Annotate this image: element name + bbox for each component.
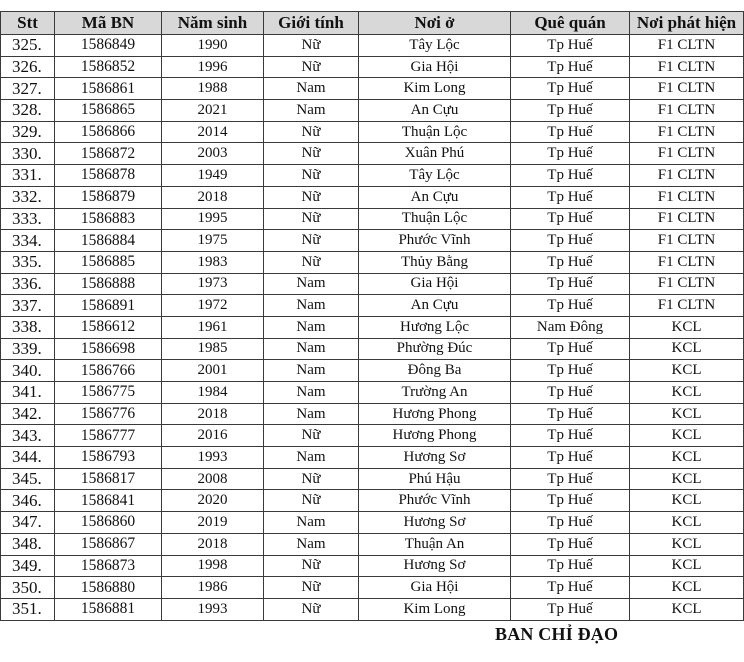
cell-stt: 325. <box>1 35 55 57</box>
cell-birth-year: 2020 <box>162 490 264 512</box>
cell-gender: Nam <box>264 403 359 425</box>
cell-birth-year: 1993 <box>162 447 264 469</box>
cell-hometown: Tp Huế <box>511 165 630 187</box>
cell-stt: 343. <box>1 425 55 447</box>
cell-birth-year: 2021 <box>162 100 264 122</box>
cell-hometown: Tp Huế <box>511 382 630 404</box>
cell-birth-year: 2008 <box>162 468 264 490</box>
table-row <box>1 425 744 447</box>
cell-residence: Gia Hội <box>359 577 511 599</box>
cell-hometown: Tp Huế <box>511 143 630 165</box>
table-row <box>1 316 744 338</box>
cell-patient-code: 1586860 <box>55 512 162 534</box>
cell-gender: Nữ <box>264 468 359 490</box>
cell-gender: Nữ <box>264 35 359 57</box>
cell-hometown: Tp Huế <box>511 208 630 230</box>
cell-birth-year: 1984 <box>162 382 264 404</box>
cell-residence: Kim Long <box>359 78 511 100</box>
table-row <box>1 533 744 555</box>
cell-residence: Gia Hội <box>359 273 511 295</box>
table-row <box>1 100 744 122</box>
table-row <box>1 338 744 360</box>
table-row <box>1 512 744 534</box>
cell-stt: 350. <box>1 577 55 599</box>
cell-residence: Hương Sơ <box>359 555 511 577</box>
cell-residence: Thuận Lộc <box>359 208 511 230</box>
cell-stt: 341. <box>1 382 55 404</box>
cell-patient-code: 1586880 <box>55 577 162 599</box>
cell-gender: Nữ <box>264 577 359 599</box>
cell-patient-code: 1586766 <box>55 360 162 382</box>
cell-detection-place: F1 CLTN <box>630 121 744 143</box>
cell-residence: Hương Sơ <box>359 447 511 469</box>
cell-birth-year: 1985 <box>162 338 264 360</box>
cell-gender: Nam <box>264 512 359 534</box>
cell-residence: Hương Phong <box>359 425 511 447</box>
header-residence: Nơi ở <box>359 12 511 35</box>
cell-detection-place: F1 CLTN <box>630 35 744 57</box>
cell-birth-year: 1975 <box>162 230 264 252</box>
cell-patient-code: 1586884 <box>55 230 162 252</box>
cell-detection-place: KCL <box>630 468 744 490</box>
cell-gender: Nam <box>264 533 359 555</box>
cell-residence: An Cựu <box>359 186 511 208</box>
cell-patient-code: 1586865 <box>55 100 162 122</box>
cell-stt: 326. <box>1 56 55 78</box>
cell-patient-code: 1586879 <box>55 186 162 208</box>
header-detection-place: Nơi phát hiện <box>630 12 744 35</box>
cell-hometown: Tp Huế <box>511 598 630 620</box>
table-row <box>1 273 744 295</box>
cell-gender: Nữ <box>264 186 359 208</box>
cell-detection-place: KCL <box>630 598 744 620</box>
cell-birth-year: 1990 <box>162 35 264 57</box>
header-patient-code: Mã BN <box>55 12 162 35</box>
cell-hometown: Tp Huế <box>511 230 630 252</box>
cell-birth-year: 2014 <box>162 121 264 143</box>
cell-residence: Hương Sơ <box>359 512 511 534</box>
table-row <box>1 121 744 143</box>
table-row <box>1 143 744 165</box>
cell-residence: An Cựu <box>359 100 511 122</box>
cell-stt: 351. <box>1 598 55 620</box>
cell-stt: 327. <box>1 78 55 100</box>
cell-detection-place: F1 CLTN <box>630 78 744 100</box>
cell-patient-code: 1586776 <box>55 403 162 425</box>
cell-detection-place: F1 CLTN <box>630 295 744 317</box>
cell-detection-place: KCL <box>630 447 744 469</box>
cell-detection-place: F1 CLTN <box>630 230 744 252</box>
cell-detection-place: KCL <box>630 382 744 404</box>
cell-patient-code: 1586885 <box>55 251 162 273</box>
cell-hometown: Tp Huế <box>511 100 630 122</box>
cell-gender: Nam <box>264 447 359 469</box>
cell-gender: Nữ <box>264 598 359 620</box>
cell-birth-year: 1996 <box>162 56 264 78</box>
cell-hometown: Tp Huế <box>511 338 630 360</box>
cell-hometown: Tp Huế <box>511 468 630 490</box>
cell-hometown: Tp Huế <box>511 403 630 425</box>
cell-stt: 329. <box>1 121 55 143</box>
cell-gender: Nữ <box>264 121 359 143</box>
table-row <box>1 186 744 208</box>
cell-gender: Nam <box>264 78 359 100</box>
cell-patient-code: 1586891 <box>55 295 162 317</box>
cell-residence: Hương Lộc <box>359 316 511 338</box>
cell-hometown: Tp Huế <box>511 186 630 208</box>
cell-stt: 333. <box>1 208 55 230</box>
cell-birth-year: 2018 <box>162 186 264 208</box>
cell-gender: Nữ <box>264 425 359 447</box>
cell-residence: Phú Hậu <box>359 468 511 490</box>
table-row <box>1 382 744 404</box>
cell-detection-place: F1 CLTN <box>630 186 744 208</box>
table-row <box>1 295 744 317</box>
cell-hometown: Tp Huế <box>511 425 630 447</box>
cell-birth-year: 2003 <box>162 143 264 165</box>
cell-hometown: Tp Huế <box>511 360 630 382</box>
cell-residence: Hương Phong <box>359 403 511 425</box>
cell-hometown: Tp Huế <box>511 512 630 534</box>
cell-patient-code: 1586841 <box>55 490 162 512</box>
table-row <box>1 230 744 252</box>
cell-hometown: Tp Huế <box>511 251 630 273</box>
cell-gender: Nam <box>264 295 359 317</box>
cell-hometown: Tp Huế <box>511 78 630 100</box>
cell-gender: Nam <box>264 273 359 295</box>
cell-stt: 337. <box>1 295 55 317</box>
cell-residence: Phước Vĩnh <box>359 490 511 512</box>
cell-gender: Nữ <box>264 230 359 252</box>
cell-hometown: Tp Huế <box>511 447 630 469</box>
cell-patient-code: 1586849 <box>55 35 162 57</box>
cell-residence: An Cựu <box>359 295 511 317</box>
cell-gender: Nữ <box>264 251 359 273</box>
cell-patient-code: 1586873 <box>55 555 162 577</box>
table-row <box>1 208 744 230</box>
cell-patient-code: 1586883 <box>55 208 162 230</box>
cell-gender: Nữ <box>264 555 359 577</box>
cell-detection-place: KCL <box>630 555 744 577</box>
table-row <box>1 251 744 273</box>
cell-hometown: Tp Huế <box>511 121 630 143</box>
cell-gender: Nữ <box>264 165 359 187</box>
cell-stt: 335. <box>1 251 55 273</box>
cell-patient-code: 1586698 <box>55 338 162 360</box>
cell-patient-code: 1586775 <box>55 382 162 404</box>
cell-gender: Nữ <box>264 208 359 230</box>
cell-hometown: Tp Huế <box>511 56 630 78</box>
cell-residence: Trường An <box>359 382 511 404</box>
cell-residence: Phước Vĩnh <box>359 230 511 252</box>
cell-stt: 340. <box>1 360 55 382</box>
cell-stt: 346. <box>1 490 55 512</box>
cell-residence: Phường Đúc <box>359 338 511 360</box>
cell-birth-year: 2019 <box>162 512 264 534</box>
table-row <box>1 165 744 187</box>
header-stt: Stt <box>1 12 55 35</box>
table-row <box>1 577 744 599</box>
table-header-row <box>1 12 744 35</box>
cell-detection-place: KCL <box>630 490 744 512</box>
cell-residence: Thủy Bằng <box>359 251 511 273</box>
table-row <box>1 35 744 57</box>
cell-stt: 344. <box>1 447 55 469</box>
cell-stt: 336. <box>1 273 55 295</box>
table-row <box>1 403 744 425</box>
cell-gender: Nữ <box>264 490 359 512</box>
cell-hometown: Tp Huế <box>511 577 630 599</box>
cell-detection-place: KCL <box>630 403 744 425</box>
cell-stt: 338. <box>1 316 55 338</box>
cell-stt: 347. <box>1 512 55 534</box>
cell-detection-place: KCL <box>630 338 744 360</box>
cell-hometown: Tp Huế <box>511 295 630 317</box>
cell-detection-place: KCL <box>630 360 744 382</box>
cell-stt: 345. <box>1 468 55 490</box>
cell-patient-code: 1586888 <box>55 273 162 295</box>
cell-patient-code: 1586866 <box>55 121 162 143</box>
cell-patient-code: 1586852 <box>55 56 162 78</box>
cell-residence: Kim Long <box>359 598 511 620</box>
cell-hometown: Tp Huế <box>511 490 630 512</box>
cell-residence: Thuận Lộc <box>359 121 511 143</box>
table-row <box>1 468 744 490</box>
cell-residence: Thuận An <box>359 533 511 555</box>
header-gender: Giới tính <box>264 12 359 35</box>
table-row <box>1 360 744 382</box>
cell-stt: 330. <box>1 143 55 165</box>
cell-birth-year: 1961 <box>162 316 264 338</box>
cell-hometown: Tp Huế <box>511 273 630 295</box>
table-row <box>1 598 744 620</box>
cell-stt: 342. <box>1 403 55 425</box>
cell-stt: 331. <box>1 165 55 187</box>
cell-patient-code: 1586793 <box>55 447 162 469</box>
cell-detection-place: KCL <box>630 425 744 447</box>
cell-gender: Nam <box>264 338 359 360</box>
cell-hometown: Tp Huế <box>511 555 630 577</box>
cell-birth-year: 1949 <box>162 165 264 187</box>
cell-detection-place: KCL <box>630 577 744 599</box>
signature-title: BAN CHỈ ĐẠO <box>495 624 619 644</box>
cell-gender: Nam <box>264 382 359 404</box>
cell-residence: Tây Lộc <box>359 35 511 57</box>
cell-gender: Nữ <box>264 56 359 78</box>
cell-birth-year: 2001 <box>162 360 264 382</box>
cell-detection-place: F1 CLTN <box>630 56 744 78</box>
cell-patient-code: 1586777 <box>55 425 162 447</box>
table-row <box>1 447 744 469</box>
cell-patient-code: 1586872 <box>55 143 162 165</box>
cell-detection-place: KCL <box>630 533 744 555</box>
cell-detection-place: F1 CLTN <box>630 165 744 187</box>
cell-detection-place: F1 CLTN <box>630 273 744 295</box>
header-birth-year: Năm sinh <box>162 12 264 35</box>
cell-birth-year: 1973 <box>162 273 264 295</box>
cell-stt: 349. <box>1 555 55 577</box>
table-row <box>1 56 744 78</box>
table-body <box>1 35 744 621</box>
document-page <box>0 11 743 621</box>
cell-stt: 348. <box>1 533 55 555</box>
cell-birth-year: 1983 <box>162 251 264 273</box>
cell-birth-year: 1993 <box>162 598 264 620</box>
cell-birth-year: 2018 <box>162 533 264 555</box>
table-row <box>1 490 744 512</box>
cell-detection-place: F1 CLTN <box>630 100 744 122</box>
cell-patient-code: 1586881 <box>55 598 162 620</box>
cell-hometown: Tp Huế <box>511 533 630 555</box>
cell-hometown: Nam Đông <box>511 316 630 338</box>
cell-residence: Tây Lộc <box>359 165 511 187</box>
cell-stt: 334. <box>1 230 55 252</box>
cell-detection-place: F1 CLTN <box>630 143 744 165</box>
cell-patient-code: 1586817 <box>55 468 162 490</box>
cell-birth-year: 1972 <box>162 295 264 317</box>
cell-patient-code: 1586612 <box>55 316 162 338</box>
cell-stt: 339. <box>1 338 55 360</box>
cell-detection-place: F1 CLTN <box>630 251 744 273</box>
header-hometown: Quê quán <box>511 12 630 35</box>
cell-birth-year: 2018 <box>162 403 264 425</box>
cell-gender: Nam <box>264 360 359 382</box>
cell-birth-year: 1986 <box>162 577 264 599</box>
cell-detection-place: KCL <box>630 316 744 338</box>
cell-birth-year: 1995 <box>162 208 264 230</box>
patient-table <box>0 11 744 621</box>
cell-gender: Nam <box>264 316 359 338</box>
cell-gender: Nam <box>264 100 359 122</box>
cell-stt: 328. <box>1 100 55 122</box>
cell-patient-code: 1586867 <box>55 533 162 555</box>
table-row <box>1 78 744 100</box>
cell-residence: Gia Hội <box>359 56 511 78</box>
cell-detection-place: KCL <box>630 512 744 534</box>
cell-birth-year: 1998 <box>162 555 264 577</box>
cell-birth-year: 2016 <box>162 425 264 447</box>
table-row <box>1 555 744 577</box>
cell-residence: Đông Ba <box>359 360 511 382</box>
cell-residence: Xuân Phú <box>359 143 511 165</box>
cell-patient-code: 1586861 <box>55 78 162 100</box>
cell-patient-code: 1586878 <box>55 165 162 187</box>
cell-gender: Nữ <box>264 143 359 165</box>
cell-birth-year: 1988 <box>162 78 264 100</box>
cell-hometown: Tp Huế <box>511 35 630 57</box>
cell-stt: 332. <box>1 186 55 208</box>
cell-detection-place: F1 CLTN <box>630 208 744 230</box>
